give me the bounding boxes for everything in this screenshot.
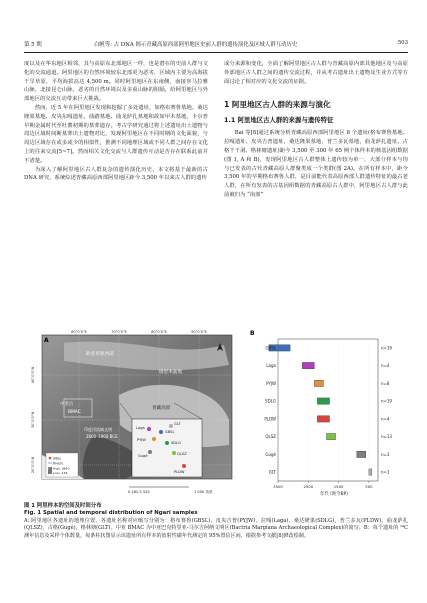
n-label: n=8 (381, 380, 390, 386)
site-marker (172, 451, 176, 455)
site-label: PLDW (174, 470, 185, 474)
running-title: 白帆等: 古 DNA 揭示青藏高原西部阿里地区史前人群的遗传演化及区域人群互动历史 (94, 42, 298, 48)
caption-title-zh: 图 1 阿里样本的空间及时间分布 (24, 503, 102, 509)
region-label: 塔里木盆地 (159, 370, 182, 375)
site-marker (182, 464, 186, 468)
figure-1 (24, 325, 408, 499)
legend-label: High: 8850 (53, 466, 70, 471)
n-label: n=19 (381, 398, 392, 404)
range-bar (302, 362, 314, 368)
paragraph: 度以及在华东地区相邻，其与高原东北部地区一样，也是潜在的史前人群与文化的交流通道。阿里地区的自然环境较东北部更为恶劣，区域内主要为高海拔干旱草原，平均海拔高达 4,500 m。同时阿里地区在东南侧，南接喜马拉雅山脉，北接昆仑山脉，恶劣的自然环境以及多重山脉的阻隔，给阿里地区与外部地区的交流互动带来巨大挑战。 (24, 61, 208, 103)
left-column (24, 60, 208, 183)
paragraph: 为深入了解阿里地区古人群复杂的遗传演化历史，本文将基于最新的古 DNA 研究，系统综述青藏高原西部阿里地区距今 3,500 年以来古人群的遗传 (24, 166, 208, 182)
x-axis-label: 年代 (距今BP) (319, 492, 349, 497)
n-label: n=4 (381, 363, 390, 369)
region-label: 2600–1900 BCE (86, 434, 118, 439)
figure-caption (24, 503, 408, 540)
range-bar (317, 398, 329, 404)
range-bar (326, 433, 335, 439)
region-label: BMAC (68, 410, 81, 415)
site-label: QLSZ (177, 452, 187, 456)
category-label: QLSZ (265, 434, 276, 440)
timeline-chart (248, 325, 408, 499)
panel-a-label: A (44, 337, 49, 344)
range-bar (317, 416, 329, 422)
plot-frame (278, 339, 378, 481)
site-label: Laga (136, 426, 145, 430)
lat-label: 40°0'0"N (31, 366, 35, 384)
site-label: Gugé (138, 454, 148, 458)
legend-site-icon (49, 457, 52, 460)
legend-label: Sites (53, 456, 61, 461)
header-rule (24, 52, 408, 53)
category-label: GBSL (265, 345, 276, 351)
caption-note: A: 阿里地区各遗址的地理位置，各遗址名称对应缩写分别为：格布赛鲁(GBSL)，皮央吉普(PYJW)，拉嘎(Laga)，桑达隆果(SDLG)，普兰多瓦(PLDW)，曲龙萨扎(QLSZ)，古格(Gugé)，格林塘(GLT)。中亚 BMAC 为中亚巴克特里亚-马尔吉阿纳文明区(Bactria Margiana Archaeological Complex)的简写。B：每个遗址的 ¹⁴C 测年信息及采样个体数量，每条柱状图显示该遗址所有样本的放射性碳年代测定的 95%置信区间，根据参考文献[8]修改绘制。 (24, 517, 408, 539)
range-bar (357, 451, 366, 457)
x-tick-label: 3500 (273, 484, 283, 489)
legend-elevation-swatch (48, 467, 52, 474)
x-tick-label: 500 (365, 484, 373, 489)
paragraph: 然而，近 5 年在阿里地区发现和挖掘了多处遗址，如格布赛鲁墓地、桑达隆果墓地、皮央东嘎遗址、曲踏墓地、曲龙萨扎墓地和故如甲木墓地、卡尔普早期金属时代至吐蕃初期的墓葬遗存。考古学研究通过将上述遗址出土遗物与周边区域时间断墓葬出土遗物对比，发现阿里地区在不同时期的文化面貌，与周边区域存在或多或少的相似性，推测不同地理区域或不同人群之间存在文化上的往来交流[5~7]。然而相关文化交流与人群遗传互动是否存在联系此前并不清楚。 (24, 104, 208, 164)
range-bar (369, 469, 372, 475)
region-label: 印度河流域文明 (84, 427, 112, 432)
panel-b-label: B (250, 330, 255, 337)
site-label: SDLG (171, 441, 181, 445)
legend-label: Rivers (53, 461, 63, 466)
issue-number: 第 5 期 (24, 42, 42, 48)
n-label: n=1 (381, 469, 390, 475)
region-label: 欧亚草原西部 (86, 352, 114, 357)
site-marker (159, 430, 163, 434)
site-marker (169, 424, 173, 428)
lon-label: 80°0'0"E (151, 330, 167, 334)
site-label: GLT (174, 422, 181, 426)
lon-label: 90°0'0"E (191, 330, 207, 334)
paragraph: 成分来源和变化，全面了解阿里地区古人群与青藏高原内部其他地区及与高原外部地区古人群之间的遗传交流过程，并从考古遗址出土遗物及生业方式等方面讨论了相对应的文化交流的证据。 (224, 61, 408, 85)
map-svg (24, 325, 238, 499)
lat-label: 20°0'0"N (31, 456, 35, 474)
site-marker (165, 441, 169, 445)
running-header (24, 40, 408, 52)
n-label: n=4 (381, 416, 390, 422)
site-marker (148, 450, 152, 454)
section-heading: 1 阿里地区古人群的来源与演化 (224, 100, 331, 110)
x-tick-label: 1500 (333, 484, 344, 489)
site-marker (147, 427, 151, 431)
scale-label: 0 262.5 525 (128, 490, 150, 494)
n-label: n=19 (381, 345, 392, 351)
region-label: 青藏高原 (152, 406, 171, 411)
lon-label: 60°0'0"E (71, 330, 87, 334)
region-label: 中亚古 (60, 402, 74, 407)
scale-unit: 1 050 英里 (194, 490, 213, 494)
site-label: GBSL (165, 430, 175, 434)
paragraph: Bai 等[8]通过系统分析青藏高原西部阿里地区 8 个遗址(格布赛鲁墓地、拉嘎遗址、皮央吉普遗址、桑达隆果墓地、普兰多瓦墓地、曲龙萨扎遗址、古格千千洞、格林塘遗址)距今 3,500 至 300 年 65 例个体样本的核基因组数据(图 1, A 和 B)，发现阿里地区古人群整体上遗传较为单一，大部分样本与均与已发表的古代青藏高原人群聚类成一个类群(图 2A)。在所有样本中，距今 3,500 年的早期格布赛鲁人群，是目前能代表高原西部人群遗传特征的最古老人群，在所有发表的古基因组数据的青藏高原古人群中，阿里地区古人群与此前被归为 “南部” (224, 130, 408, 198)
timeline-panel (248, 325, 408, 499)
legend-label: Low: -154 (53, 471, 68, 475)
x-tick-label: 2500 (303, 484, 314, 489)
site-label: PYJW (137, 438, 146, 442)
caption-title-en: Fig. 1 Spatial and temporal distribution of Ngari samples (24, 510, 198, 517)
subsection-heading: 1.1 阿里地区古人群的来源与遗传特征 (224, 116, 334, 125)
n-label: n=3 (381, 451, 390, 457)
page-number: 503 (397, 40, 408, 46)
site-marker (152, 437, 156, 441)
category-label: GLT (268, 469, 276, 475)
map-panel (24, 325, 238, 499)
n-label: n=13 (381, 434, 392, 440)
category-label: PYJW (266, 380, 276, 386)
category-label: SDLG (265, 398, 276, 404)
category-label: Laga (266, 363, 276, 369)
lon-label: 70°0'0"E (111, 330, 127, 334)
lat-label: 30°0'0"N (31, 411, 35, 429)
right-column (224, 60, 408, 200)
category-label: Gugé (265, 451, 276, 457)
category-label: PLDW (264, 416, 276, 422)
range-bar (314, 380, 323, 386)
